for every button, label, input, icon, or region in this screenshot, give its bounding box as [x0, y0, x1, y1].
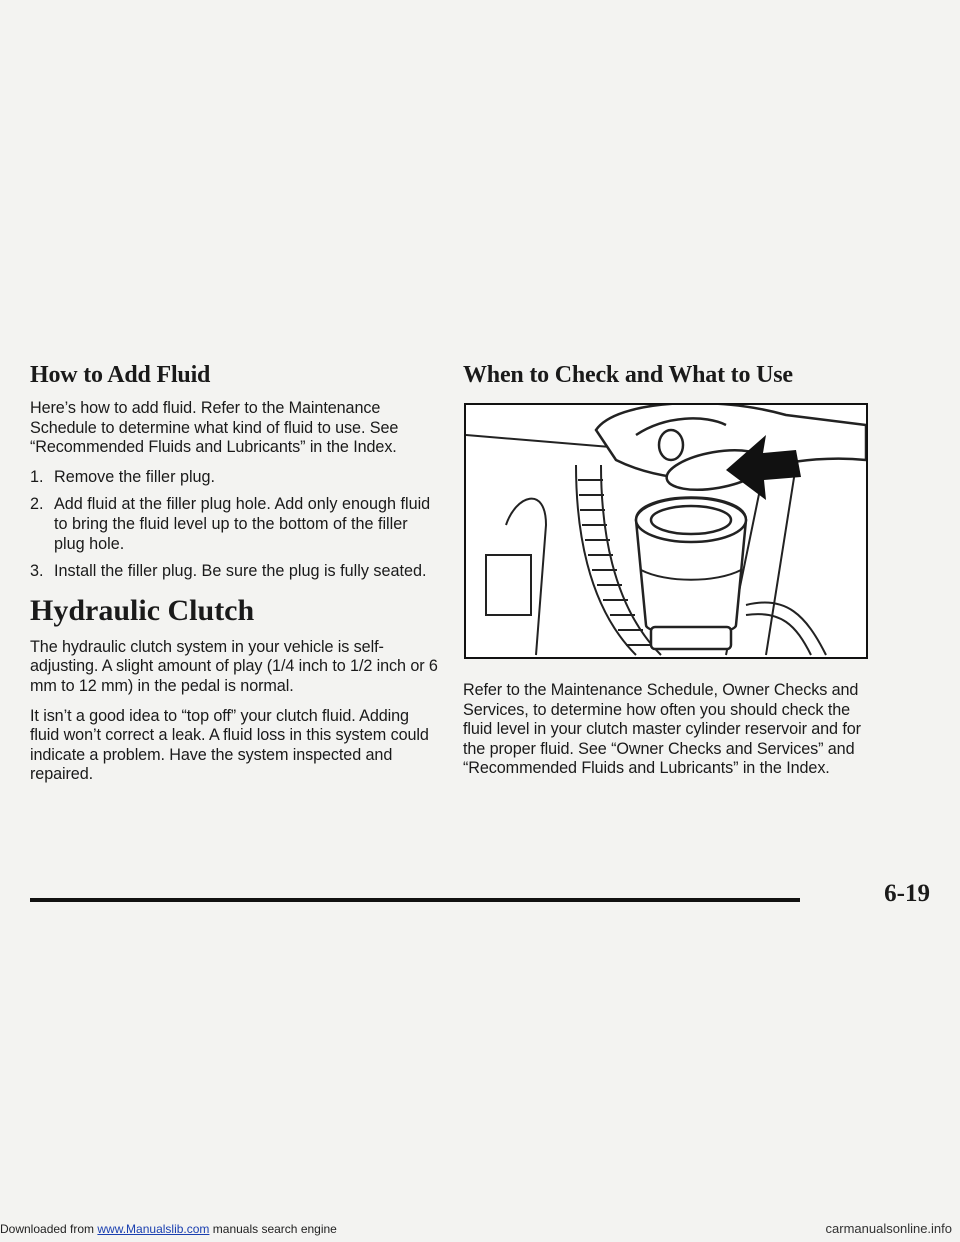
clutch-paragraph-1: The hydraulic clutch system in your vehicle is self-adjusting. A slight amount of play (1/4 inch to 1/2 inch or 6 mm to 12 mm) in the pedal is normal. — [30, 637, 438, 695]
intro-paragraph: Here’s how to add fluid. Refer to the Maintenance Schedule to determine what kind of fluid to use. See “Recommended Fluids and Lubricants” in the Index. — [30, 399, 399, 457]
page-number: 6-19 — [884, 880, 930, 907]
manualslib-link[interactable]: www.Manualslib.com — [97, 1222, 210, 1236]
list-item — [30, 495, 438, 554]
heading-how-to-add-fluid: How to Add Fluid — [30, 362, 211, 388]
clutch-reservoir-illustration — [464, 403, 868, 659]
clutch-paragraph-2: It isn’t a good idea to “top off” your clutch fluid. Adding fluid won’t correct a leak. A fluid loss in this system could indicate a problem. Have the system inspected and repaired. — [30, 706, 429, 784]
heading-when-to-check: When to Check and What to Use — [463, 362, 793, 388]
footer-rule — [30, 898, 800, 902]
step-text: Install the filler plug. Be sure the plug is fully seated. — [54, 562, 427, 581]
heading-hydraulic-clutch: Hydraulic Clutch — [30, 593, 255, 627]
list-item — [30, 562, 438, 582]
steps-list — [30, 468, 438, 582]
step-number: 2. — [30, 495, 44, 514]
step-text: Remove the filler plug. — [54, 467, 216, 486]
list-item — [30, 468, 438, 488]
watermark: carmanualsonline.info — [825, 1221, 952, 1236]
left-column — [30, 362, 438, 795]
step-text: Add fluid at the filler plug hole. Add only enough fluid to bring the fluid level up to the bottom of the filler plug hole. — [54, 495, 431, 553]
reservoir-drawing — [466, 405, 866, 657]
banner-suffix: manuals search engine — [209, 1222, 337, 1236]
step-number: 1. — [30, 467, 44, 486]
download-banner — [0, 1222, 337, 1236]
right-paragraph: Refer to the Maintenance Schedule, Owner Checks and Services, to determine how often you should check the fluid level in your clutch master cylinder reservoir and for the proper fluid. See “Owner Checks and Services” and “Recommended Fluids and Lubricants” in the Index. — [463, 681, 861, 778]
banner-prefix: Downloaded from — [0, 1222, 98, 1236]
right-column — [463, 362, 883, 789]
step-number: 3. — [30, 562, 44, 581]
